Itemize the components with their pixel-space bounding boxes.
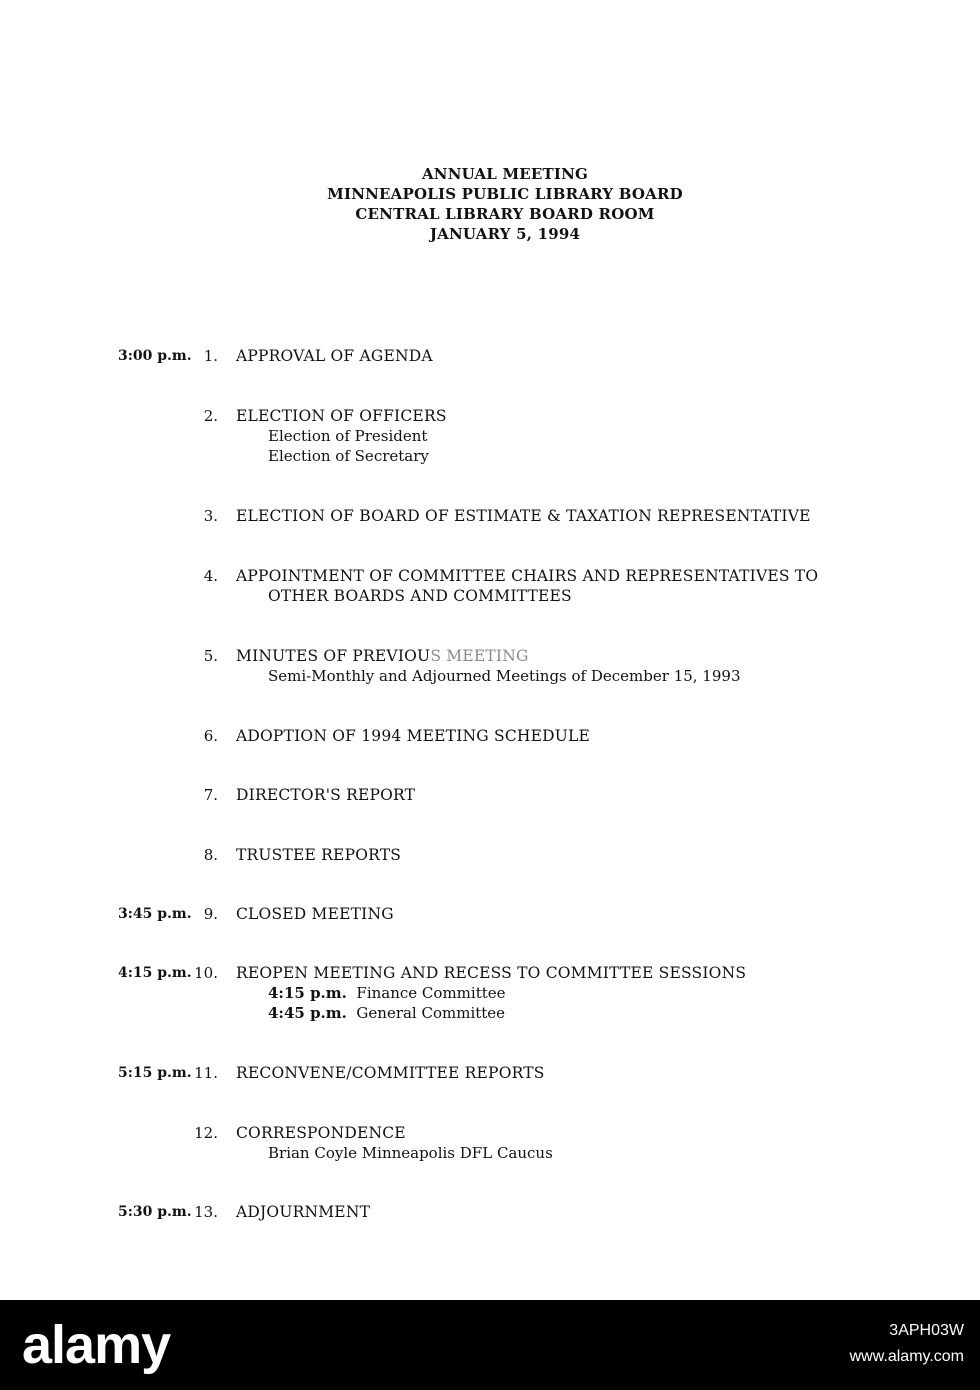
agenda-title [236, 646, 876, 666]
agenda-title: APPOINTMENT OF COMMITTEE CHAIRS AND REPRESENTATIVES TO [236, 567, 819, 585]
agenda-title: DIRECTOR'S REPORT [236, 786, 416, 804]
agenda-number: 7. [203, 786, 218, 804]
agenda-subitem: Election of President [268, 427, 428, 445]
agenda-title: TRUSTEE REPORTS [236, 846, 402, 864]
agenda-time: 5:15 p.m. [118, 1065, 192, 1081]
header-location: CENTRAL LIBRARY BOARD ROOM [355, 205, 655, 223]
agenda-number: 13. [194, 1203, 218, 1221]
agenda-time: 3:45 p.m. [118, 906, 192, 922]
agenda-title-continued: OTHER BOARDS AND COMMITTEES [268, 587, 572, 605]
agenda-number: 6. [203, 727, 218, 745]
agenda-subitem-label: General Committee [356, 1004, 506, 1022]
agenda-time: 3:00 p.m. [118, 348, 192, 364]
agenda-number: 9. [203, 905, 218, 923]
agenda-title-part: MINUTES OF PREVIOU [236, 647, 431, 665]
header-date: JANUARY 5, 1994 [429, 225, 581, 243]
agenda-title: CLOSED MEETING [236, 905, 394, 923]
agenda-number: 1. [203, 347, 218, 365]
agenda-time: 5:30 p.m. [118, 1204, 192, 1220]
agenda-subitem: Election of Secretary [268, 447, 429, 465]
stock-watermark-bar [0, 1300, 980, 1390]
agenda-subitem: Semi-Monthly and Adjourned Meetings of December 15, 1993 [268, 667, 741, 685]
agenda-number: 12. [194, 1124, 218, 1142]
agenda-number: 3. [203, 507, 218, 525]
agenda-number: 5. [203, 647, 218, 665]
agenda-number: 11. [194, 1064, 218, 1082]
agenda-subitem [268, 1003, 505, 1023]
agenda-subitem: Brian Coyle Minneapolis DFL Caucus [268, 1144, 553, 1162]
watermark-url: www.alamy.com [849, 1348, 964, 1365]
agenda-subitem [268, 983, 506, 1003]
agenda-subitem-time: 4:45 p.m. [268, 1004, 347, 1022]
agenda-number: 4. [203, 567, 218, 585]
agenda-subitem-label: Finance Committee [356, 984, 506, 1002]
agenda-title: ADOPTION OF 1994 MEETING SCHEDULE [236, 727, 591, 745]
agenda-title: CORRESPONDENCE [236, 1124, 406, 1142]
agenda-number: 10. [194, 964, 218, 982]
alamy-logo: alamy [22, 1315, 171, 1375]
agenda-number: 2. [203, 407, 218, 425]
document-header [0, 164, 980, 244]
agenda-title-faded-part: S MEETING [430, 647, 529, 665]
header-organization: MINNEAPOLIS PUBLIC LIBRARY BOARD [327, 185, 683, 203]
agenda-number: 8. [203, 846, 218, 864]
agenda-title: ADJOURNMENT [236, 1203, 371, 1221]
agenda-subitem-time: 4:15 p.m. [268, 984, 347, 1002]
agenda-title: ELECTION OF BOARD OF ESTIMATE & TAXATION REPRESENTATIVE [236, 507, 811, 525]
agenda-title: APPROVAL OF AGENDA [236, 347, 433, 365]
agenda-title: ELECTION OF OFFICERS [236, 407, 447, 425]
agenda-time: 4:15 p.m. [118, 965, 192, 981]
header-title: ANNUAL MEETING [421, 165, 589, 183]
agenda-title: RECONVENE/COMMITTEE REPORTS [236, 1064, 545, 1082]
agenda-title: REOPEN MEETING AND RECESS TO COMMITTEE SESSIONS [236, 964, 747, 982]
image-id: 3APH03W [889, 1322, 964, 1339]
